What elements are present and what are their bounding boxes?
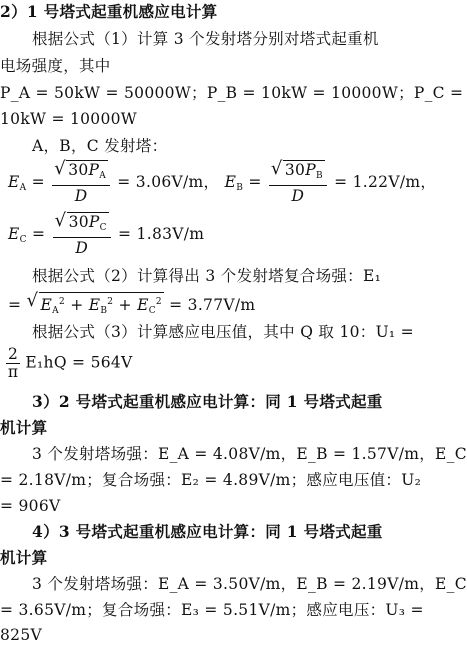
fraction-eb: √ $30P_B$ D xyxy=(269,160,327,206)
eb-value: = 1.22V/m， xyxy=(334,173,437,191)
towers-label: A，B，C 发射塔： xyxy=(32,137,168,155)
section-2-para-2: 根据公式（2）计算得出 3 个发射塔复合场强：E₁ xyxy=(32,267,382,285)
section-3-para-1c: = 906V xyxy=(0,497,61,515)
section-2-para-1b: 电场强度，其中 xyxy=(0,57,111,75)
formula-ea-eb: $E_A$ = √ $30P_A$ D = 3.06V/m， $E_B$ = √ $30P_B$ D = 1.22V/m， xyxy=(8,158,437,205)
section-3-heading-cont: 机计算 xyxy=(0,418,48,437)
u1-value: E₁hQ = 564V xyxy=(25,353,133,372)
ea-value: = 3.06V/m， xyxy=(117,173,220,191)
formula-e1: = √ $E_A^2 + E_B^2 + E_C^2 = 3.77V/m$ xyxy=(8,292,408,320)
section-4-para-1b: = 3.65V/m；复合场强：E₃ = 5.51V/m；感应电压：U₃ = xyxy=(0,601,424,619)
section-2-para-3: 根据公式（3）计算感应电压值，其中 Q 取 10：U₁ = xyxy=(32,323,414,341)
section-2-heading: 2）1 号塔式起重机感应电计算 xyxy=(0,2,218,21)
fraction-2-over-pi: $\frac{2}{\pi}$ xyxy=(7,345,19,381)
section-3-para-1b: = 2.18V/m；复合场强：E₂ = 4.89V/m；感应电压值：U₂ xyxy=(0,471,422,489)
section-4-para-1a: 3 个发射塔场强：E_A = 3.50V/m，E_B = 2.19V/m，E_C xyxy=(32,575,467,593)
section-4-para-1c: 825V xyxy=(0,626,42,644)
fraction-ea: √ $30P_A$ D xyxy=(52,160,110,206)
section-2-para-1a: 根据公式（1）计算 3 个发射塔分别对塔式起重机 xyxy=(32,30,379,48)
fraction-ec: √ $30P_C$ D xyxy=(53,212,111,258)
section-3-para-1a: 3 个发射塔场强：E_A = 4.08V/m，E_B = 1.57V/m，E_C xyxy=(32,445,467,463)
section-3-heading: 3）2 号塔式起重机感应电计算：同 1 号塔式起重 xyxy=(32,392,383,411)
e1-value: = 3.77V/m xyxy=(169,296,256,315)
section-4-heading: 4）3 号塔式起重机感应电计算：同 1 号塔式起重 xyxy=(32,522,383,541)
formula-u1 xyxy=(6,346,406,386)
power-values-line-2: 10kW = 10000W xyxy=(0,110,138,128)
ec-value: = 1.83V/m xyxy=(118,225,205,243)
power-values-line-1: P_A = 50kW = 50000W；P_B = 10kW = 10000W；P_C = xyxy=(0,84,464,102)
formula-ec: $E_C$ = √ $30P_C$ D = 1.83V/m xyxy=(8,210,205,257)
section-4-heading-cont: 机计算 xyxy=(0,548,48,567)
